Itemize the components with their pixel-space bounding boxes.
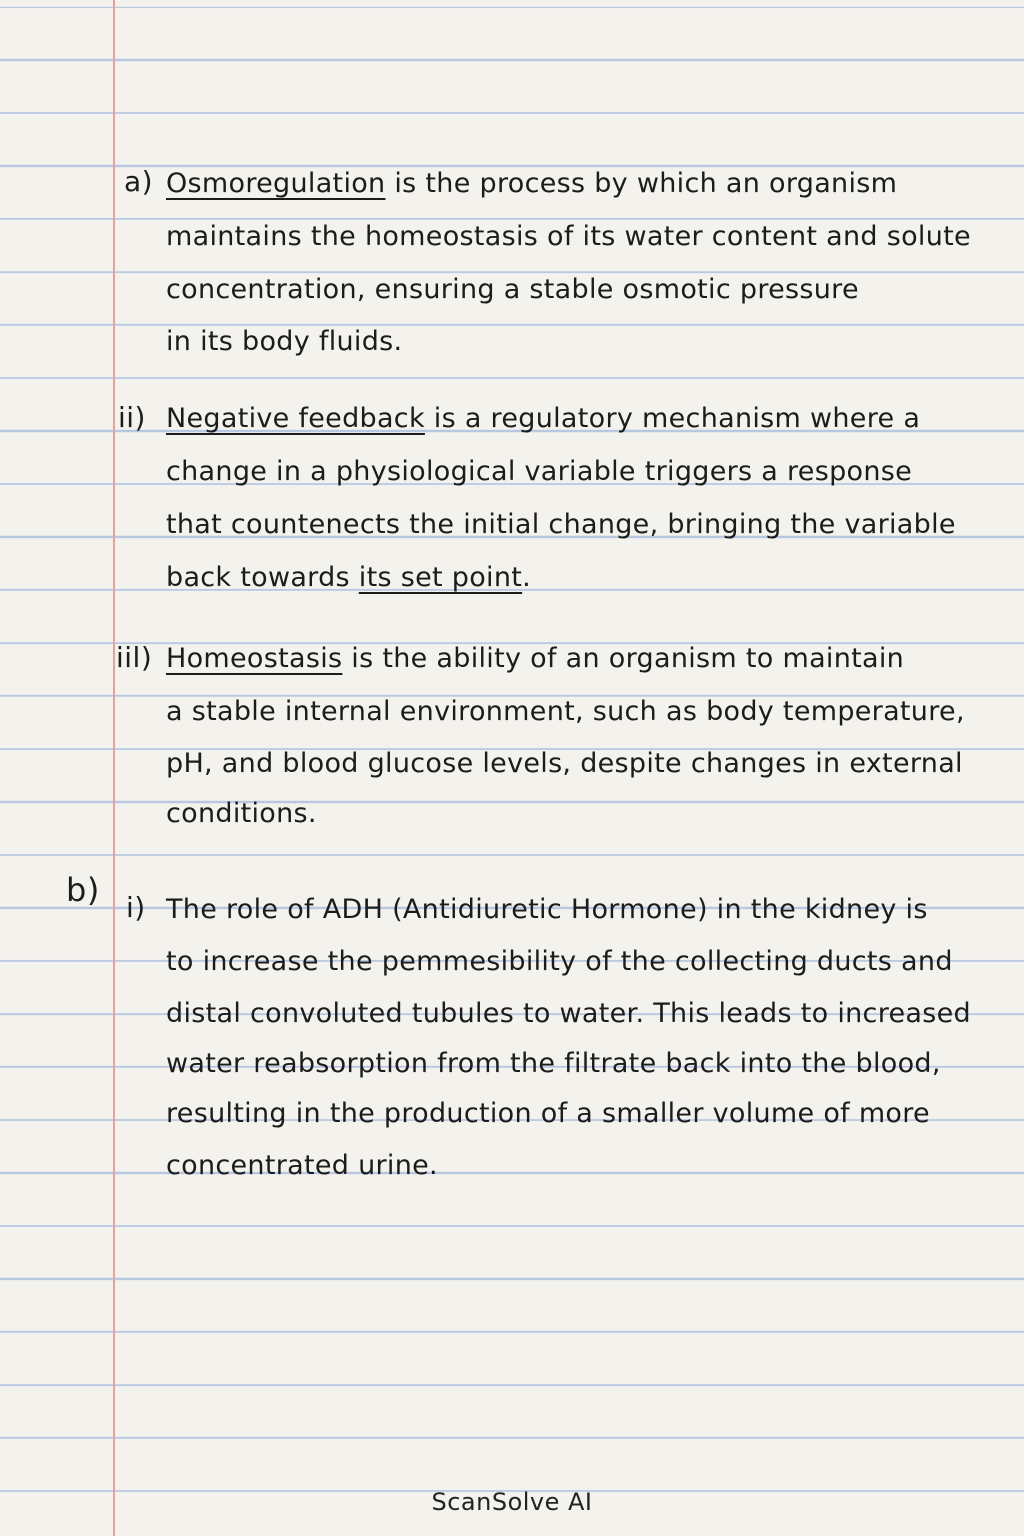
section-ii-term: Negative feedback — [166, 403, 425, 434]
section-b-marker: b) — [66, 871, 100, 909]
section-ii-marker: ii) — [118, 401, 146, 434]
section-iii-term: Homeostasis — [166, 643, 343, 674]
section-ii-line-1-text: is a regulatory mechanism where a — [424, 403, 921, 434]
section-b-sub-marker: i) — [126, 891, 146, 924]
section-b-line-4: water reabsorption from the filtrate back into the blood, — [166, 1048, 941, 1079]
section-a-line-4: in its body fluids. — [166, 326, 403, 357]
section-iii-line-1 — [166, 645, 904, 672]
section-ii-set-point: its set point — [358, 562, 523, 593]
section-ii-line-4-post: . — [522, 562, 532, 593]
section-ii-line-4 — [166, 564, 531, 591]
section-b-line-6: concentrated urine. — [166, 1150, 438, 1181]
section-b-line-5: resulting in the production of a smaller volume of more — [166, 1098, 930, 1129]
section-ii-line-1 — [166, 405, 920, 432]
section-a-marker: a) — [124, 165, 154, 198]
section-iii-line-1-text: is the ability of an organism to maintain — [342, 643, 905, 674]
section-a-line-1 — [166, 170, 897, 197]
section-ii-line-2: change in a physiological variable triggers a response — [166, 456, 913, 487]
section-b-line-3: distal convoluted tubules to water. This leads to increased — [166, 998, 971, 1029]
section-iii-marker: iil) — [116, 641, 153, 674]
section-ii-line-4-pre: back towards — [166, 562, 359, 593]
section-a-term: Osmoregulation — [166, 168, 386, 199]
section-a-line-1-text: is the process by which an organism — [385, 168, 898, 199]
section-iii-line-4: conditions. — [166, 798, 317, 829]
section-iii-line-2: a stable internal environment, such as body temperature, — [166, 696, 965, 727]
watermark: ScanSolve AI — [431, 1488, 593, 1516]
section-b-line-2: to increase the pemmesibility of the collecting ducts and — [166, 946, 953, 977]
section-a-line-2: maintains the homeostasis of its water content and solute — [166, 221, 971, 252]
section-ii-line-3: that countenects the initial change, bringing the variable — [166, 509, 956, 540]
section-b-line-1: The role of ADH (Antidiuretic Hormone) in the kidney is — [166, 894, 928, 925]
section-a-line-3: concentration, ensuring a stable osmotic pressure — [166, 274, 859, 305]
margin-line — [113, 0, 115, 1536]
section-iii-line-3: pH, and blood glucose levels, despite changes in external — [166, 748, 963, 779]
